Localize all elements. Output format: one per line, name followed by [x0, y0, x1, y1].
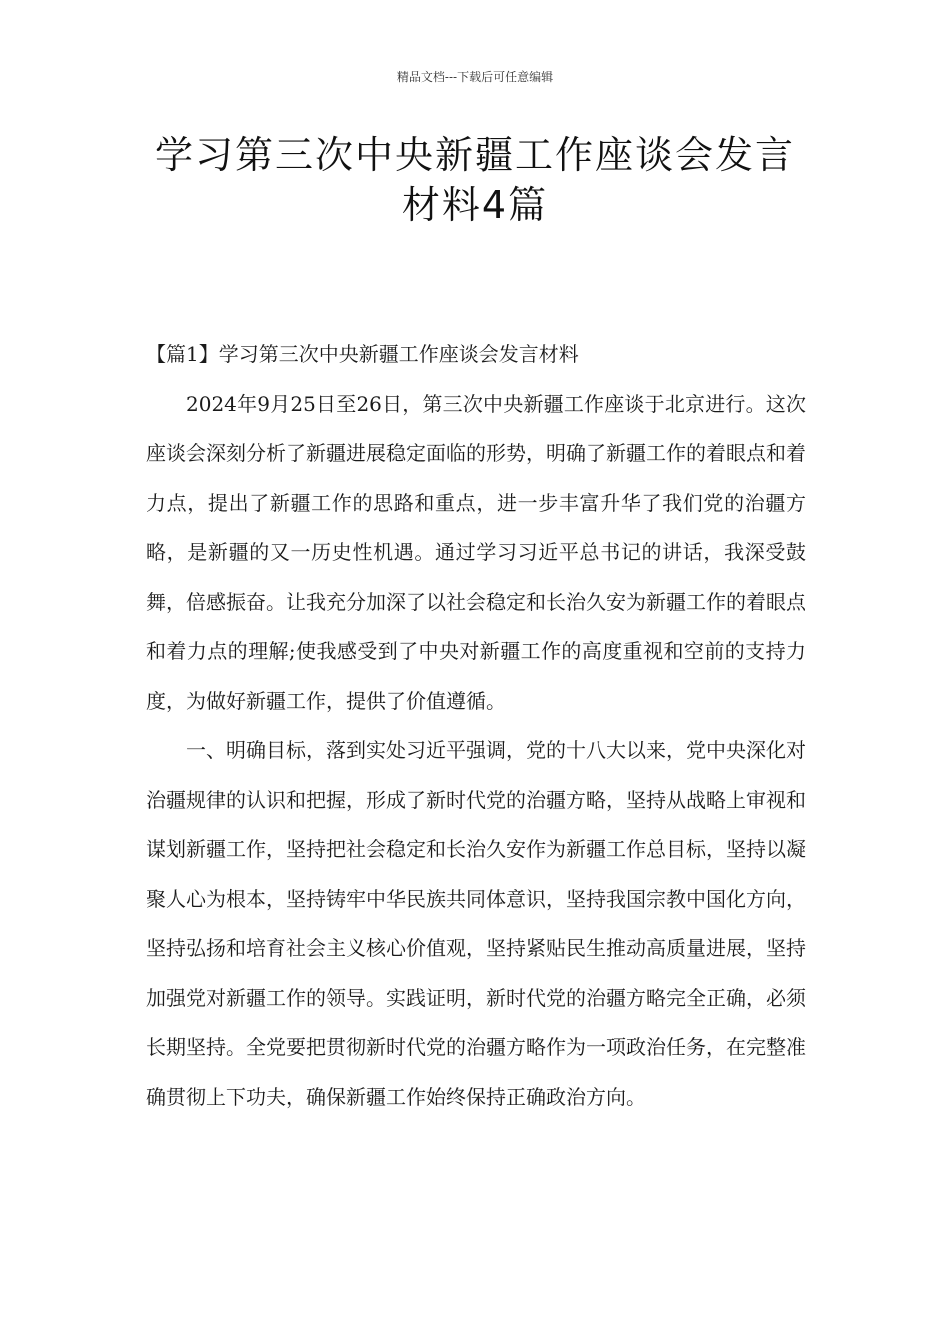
document-body — [146, 330, 806, 1122]
document-title: 学习第三次中央新疆工作座谈会发言材料4篇 — [154, 133, 795, 227]
paragraph-1: 2024年9月25日至26日，第三次中央新疆工作座谈于北京进行。这次座谈会深刻分析了新疆进展稳定面临的形势，明确了新疆工作的着眼点和着力点，提出了新疆工作的思路和重点，进一步丰富升华了我们党的治疆方略，是新疆的又一历史性机遇。通过学习习近平总书记的讲话，我深受鼓舞，倍感振奋。让我充分加深了以社会稳定和长治久安为新疆工作的着眼点和着力点的理解;使我感受到了中央对新疆工作的高度重视和空前的支持力度，为做好新疆工作，提供了价值遵循。 — [146, 391, 806, 713]
header-note: 精品文档---下载后可任意编辑 — [396, 70, 554, 84]
paragraph-2: 一、明确目标，落到实处习近平强调，党的十八大以来，党中央深化对治疆规律的认识和把握，形成了新时代党的治疆方略，坚持从战略上审视和谋划新疆工作，坚持把社会稳定和长治久安作为新疆工作总目标，坚持以凝聚人心为根本，坚持铸牢中华民族共同体意识，坚持我国宗教中国化方向，坚持弘扬和培育社会主义核心价值观，坚持紧贴民生推动高质量进展，坚持加强党对新疆工作的领导。实践证明，新时代党的治疆方略完全正确，必须长期坚持。全党要把贯彻新时代党的治疆方略作为一项政治任务，在完整准确贯彻上下功夫，确保新疆工作始终保持正确政治方向。 — [146, 738, 806, 1109]
section-heading: 【篇1】学习第三次中央新疆工作座谈会发言材料 — [146, 342, 579, 366]
